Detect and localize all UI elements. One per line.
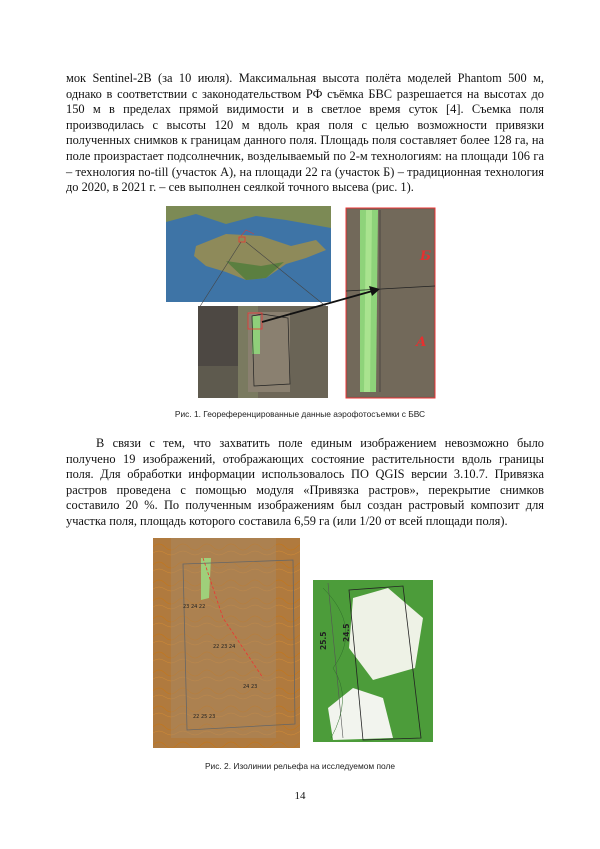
contour-map-left: [153, 538, 300, 748]
paragraph-1: мок Sentinel-2B (за 10 июля). Максимальная высота полёта моделей Phantom 500 м, однако в соответствии с законодательством РФ съёмка БВС разрешается на высотах до 150 м в пределах прямой видимости и в светлое время суток [4]. Съемка поля производилась с высоты 120 м вдоль края поля с целью возможности привязки полученных снимков к границам данного поля. Площадь поля составляет более 128 га, на поле произрастает подсолнечник, возделываемый по 2-м технологиям: на площади 106 га – технология no-till (участок А), на площади 22 га (участок Б) – традиционная технология до 2020, в 2021 г. – сев выполнен сеялкой точного высева (рис. 1).: [66, 71, 544, 195]
page-number: 14: [294, 790, 306, 802]
field-satellite-image: [198, 306, 328, 398]
contour-label-25-5: 25.5: [319, 631, 328, 650]
paragraph-2: В связи с тем, что захватить поле единым изображением невозможно было получено 19 изображений, отображающих состояние растительности вдоль границы поля. Для обработки информации использовалось ПО QGIS версии 3.10.7. Привязка растров проведена с помощью модуля «Привязка растров», перекрытие снимков составило 20 %. По полученным изображениям был создан растровый композит для участка поля, площадь которого составила 6,59 га (или 1/20 от всей площади поля).: [66, 436, 544, 528]
contour-label-24-5: 24.5: [342, 623, 351, 642]
figure-2: [153, 538, 437, 750]
crimea-satellite-map: [166, 206, 331, 302]
label-a: А: [416, 335, 427, 350]
figure-2-graphic: [153, 538, 437, 750]
figure-1-caption: Рис. 1. Геореференцированные данные аэрофотосъемки с БВС: [174, 409, 426, 419]
svg-text:22 25 23: 22 25 23: [193, 714, 216, 720]
figure-1-graphic: [166, 206, 438, 402]
svg-text:24 23: 24 23: [243, 684, 258, 690]
label-b: Б: [420, 249, 432, 264]
svg-text:22 23 24: 22 23 24: [213, 644, 236, 650]
field-zoomed-image: [346, 208, 435, 398]
contour-map-right: [313, 580, 433, 742]
figure-1: [166, 206, 438, 402]
svg-text:23 24 22: 23 24 22: [183, 604, 206, 610]
figure-2-caption: Рис. 2. Изолинии рельефа на исследуемом поле: [204, 761, 396, 771]
